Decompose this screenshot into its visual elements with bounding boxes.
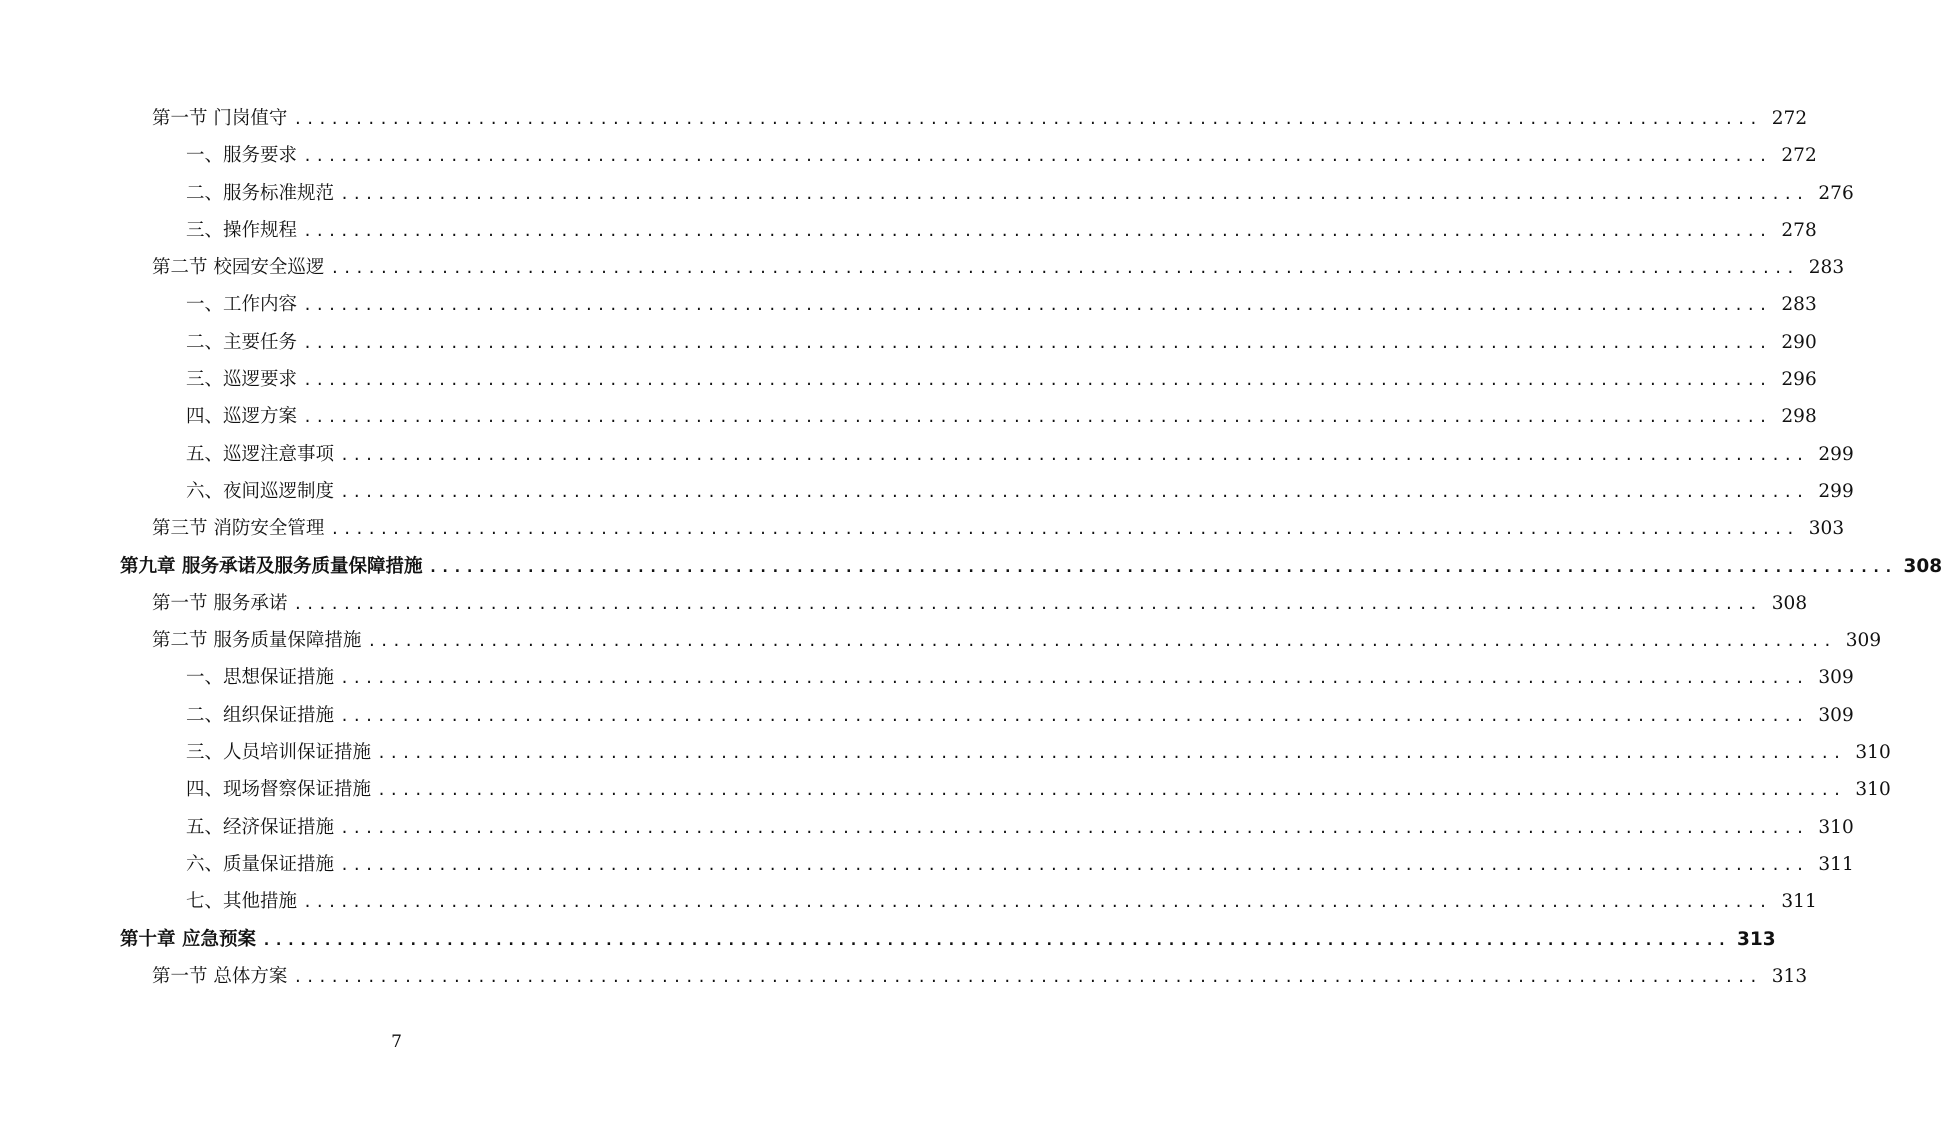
toc-entry-title: 第十章 应急预案	[120, 928, 256, 950]
toc-dot-leader: ........................................................................................................................	[377, 744, 1845, 763]
toc-section-entry[interactable]	[0, 510, 1845, 547]
toc-section-entry[interactable]	[0, 100, 1808, 137]
toc-entry-page: 310	[1855, 779, 1891, 801]
toc-entry-page: 313	[1771, 965, 1808, 987]
toc-entry-page: 303	[1808, 518, 1845, 540]
toc-subsection-entry[interactable]	[0, 286, 1817, 323]
toc-subsection-entry[interactable]	[0, 324, 1817, 361]
toc-dot-leader: ........................................................................................................................	[303, 408, 1771, 427]
toc-dot-leader: ........................................................................................................................	[340, 706, 1808, 725]
toc-section-entry[interactable]	[0, 958, 1808, 995]
toc-entry-page: 276	[1818, 182, 1854, 204]
toc-chapter-entry[interactable]	[0, 921, 1776, 958]
toc-subsection-entry[interactable]	[0, 734, 1891, 771]
toc-dot-leader: ........................................................................................................................	[303, 147, 1771, 166]
toc-entry-title: 三、操作规程	[186, 219, 298, 241]
toc-dot-leader: ........................................................................................................................	[303, 333, 1771, 352]
toc-entry-page: 299	[1818, 480, 1854, 502]
toc-entry-title: 二、组织保证措施	[186, 704, 335, 726]
toc-entry-page: 283	[1781, 294, 1817, 316]
toc-subsection-entry[interactable]	[0, 212, 1817, 249]
toc-dot-leader: ........................................................................................................................	[377, 781, 1845, 800]
toc-dot-leader: ........................................................................................................................	[428, 557, 1897, 576]
toc-dot-leader: ........................................................................................................................	[340, 482, 1808, 501]
toc-entry-page: 310	[1818, 816, 1854, 838]
toc-entry-page: 311	[1818, 853, 1854, 875]
toc-entry-page: 296	[1781, 369, 1817, 391]
toc-subsection-entry[interactable]	[0, 771, 1891, 808]
toc-entry-title: 第一节 服务承诺	[152, 592, 288, 614]
toc-entry-page: 309	[1818, 704, 1854, 726]
toc-dot-leader: ........................................................................................................................	[340, 184, 1808, 203]
toc-dot-leader: ........................................................................................................................	[330, 259, 1799, 278]
toc-subsection-entry[interactable]	[0, 473, 1854, 510]
toc-dot-leader: ........................................................................................................................	[261, 930, 1730, 949]
toc-subsection-entry[interactable]	[0, 137, 1817, 174]
toc-entry-page: 298	[1781, 406, 1817, 428]
toc-entry-page: 272	[1771, 108, 1808, 129]
toc-dot-leader: ........................................................................................................................	[340, 818, 1808, 837]
toc-entry-title: 第二节 校园安全巡逻	[152, 257, 325, 279]
toc-entry-title: 一、工作内容	[186, 294, 298, 316]
toc-subsection-entry[interactable]	[0, 175, 1854, 212]
toc-subsection-entry[interactable]	[0, 809, 1854, 846]
toc-section-entry[interactable]	[0, 249, 1845, 286]
toc-subsection-entry[interactable]	[0, 846, 1854, 883]
toc-entry-title: 第三节 消防安全管理	[152, 518, 325, 540]
toc-dot-leader: ........................................................................................................................	[303, 296, 1771, 315]
toc-dot-leader: ........................................................................................................................	[303, 371, 1771, 390]
toc-dot-leader: ........................................................................................................................	[303, 221, 1771, 240]
toc-entry-page: 290	[1781, 331, 1817, 353]
toc-entry-title: 第一节 门岗值守	[152, 108, 288, 129]
toc-entry-title: 一、服务要求	[186, 145, 298, 167]
toc-subsection-entry[interactable]	[0, 697, 1854, 734]
toc-entry-title: 第九章 服务承诺及服务质量保障措施	[120, 555, 423, 577]
toc-subsection-entry[interactable]	[0, 361, 1817, 398]
toc-entry-page: 308	[1903, 555, 1942, 577]
page-number: 7	[391, 1032, 402, 1052]
toc-entry-title: 七、其他措施	[186, 891, 298, 913]
toc-subsection-entry[interactable]	[0, 436, 1854, 473]
toc-entry-title: 六、夜间巡逻制度	[186, 480, 335, 502]
toc-dot-leader: ........................................................................................................................	[340, 445, 1808, 464]
toc-entry-page: 308	[1771, 592, 1808, 614]
toc-chapter-entry[interactable]	[0, 548, 1942, 585]
toc-dot-leader: ........................................................................................................................	[293, 110, 1762, 128]
toc-dot-leader: ........................................................................................................................	[293, 967, 1762, 986]
toc-entry-page: 272	[1781, 145, 1817, 167]
toc-entry-page: 311	[1781, 891, 1817, 913]
toc-entry-title: 三、巡逻要求	[186, 369, 298, 391]
toc-entry-page: 313	[1737, 928, 1776, 950]
toc-entry-title: 第二节 服务质量保障措施	[152, 630, 362, 652]
toc-section-entry[interactable]	[0, 585, 1808, 622]
toc-section-entry[interactable]	[0, 622, 1882, 659]
toc-dot-leader: ........................................................................................................................	[340, 855, 1808, 874]
table-of-contents	[0, 100, 1942, 995]
toc-entry-page: 309	[1818, 667, 1854, 689]
toc-entry-title: 第一节 总体方案	[152, 965, 288, 987]
toc-entry-title: 二、服务标准规范	[186, 182, 335, 204]
toc-entry-title: 五、巡逻注意事项	[186, 443, 335, 465]
toc-entry-title: 六、质量保证措施	[186, 853, 335, 875]
toc-entry-page: 309	[1845, 630, 1882, 652]
toc-subsection-entry[interactable]	[0, 659, 1854, 696]
toc-entry-page: 299	[1818, 443, 1854, 465]
toc-entry-page: 310	[1855, 742, 1891, 764]
toc-entry-title: 一、思想保证措施	[186, 667, 335, 689]
toc-entry-title: 四、巡逻方案	[186, 406, 298, 428]
toc-entry-title: 五、经济保证措施	[186, 816, 335, 838]
toc-dot-leader: ........................................................................................................................	[330, 520, 1799, 539]
toc-dot-leader: ........................................................................................................................	[293, 594, 1762, 613]
toc-dot-leader: ........................................................................................................................	[340, 669, 1808, 688]
toc-dot-leader: ........................................................................................................................	[303, 893, 1771, 912]
toc-entry-page: 278	[1781, 219, 1817, 241]
toc-dot-leader: ........................................................................................................................	[367, 632, 1836, 651]
toc-entry-title: 三、人员培训保证措施	[186, 742, 372, 764]
toc-subsection-entry[interactable]	[0, 883, 1817, 920]
toc-entry-title: 二、主要任务	[186, 331, 298, 353]
toc-entry-page: 283	[1808, 257, 1845, 279]
toc-subsection-entry[interactable]	[0, 398, 1817, 435]
toc-entry-title: 四、现场督察保证措施	[186, 779, 372, 801]
